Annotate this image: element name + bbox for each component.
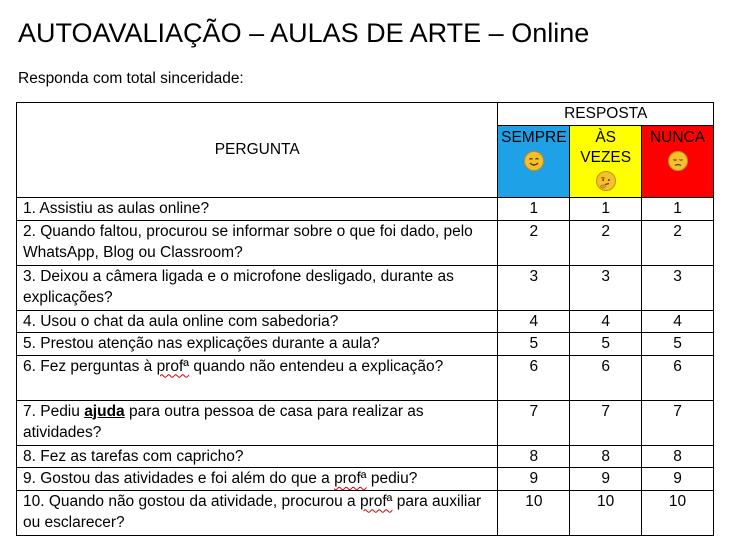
option-sempre-label: SEMPRE — [501, 128, 567, 146]
answer-sempre-1: 1 — [498, 198, 570, 221]
answer-asvezes-9: 9 — [570, 468, 642, 491]
option-nunca-header — [642, 125, 714, 198]
question-4: 4. Usou o chat da aula online com sabedoria? — [17, 310, 498, 333]
question-8: 8. Fez as tarefas com capricho? — [17, 445, 498, 468]
answer-sempre-6: 6 — [498, 355, 570, 400]
answer-asvezes-6: 6 — [570, 355, 642, 400]
table-row — [17, 198, 714, 221]
question-10-part-2: para auxiliar ou esclarecer? — [23, 492, 482, 531]
answer-asvezes-7: 7 — [570, 400, 642, 445]
answer-nunca-2: 2 — [642, 220, 714, 265]
answer-nunca-1: 1 — [642, 198, 714, 221]
question-1: 1. Assistiu as aulas online? — [17, 198, 498, 221]
table-row — [17, 445, 714, 468]
table-row — [17, 490, 714, 535]
question-7-part-1: 7. Pediu — [23, 402, 85, 420]
thinking-face-icon — [596, 171, 616, 191]
question-2: 2. Quando faltou, procurou se informar sobre o que foi dado, pelo WhatsApp, Blog ou Classroom? — [17, 220, 498, 265]
answer-nunca-10: 10 — [642, 490, 714, 535]
answer-nunca-5: 5 — [642, 333, 714, 356]
question-9 — [17, 468, 498, 491]
document-title: AUTOAVALIAÇÃO – AULAS DE ARTE – Online — [18, 18, 590, 48]
question-10-part-1: 10. Quando não gostou da atividade, procurou a — [23, 492, 360, 510]
answer-nunca-9: 9 — [642, 468, 714, 491]
option-asvezes-label: ÀS VEZES — [580, 128, 632, 166]
question-9-spellcheck-word: profª — [334, 470, 367, 487]
answer-sempre-7: 7 — [498, 400, 570, 445]
answer-sempre-4: 4 — [498, 310, 570, 333]
answer-asvezes-4: 4 — [570, 310, 642, 333]
answer-sempre-3: 3 — [498, 265, 570, 310]
answer-nunca-6: 6 — [642, 355, 714, 400]
answer-asvezes-1: 1 — [570, 198, 642, 221]
header-resposta: RESPOSTA — [498, 103, 714, 126]
answer-asvezes-10: 10 — [570, 490, 642, 535]
header-row — [17, 103, 714, 126]
answer-nunca-3: 3 — [642, 265, 714, 310]
answer-nunca-4: 4 — [642, 310, 714, 333]
table-row — [17, 220, 714, 265]
question-6-spellcheck-word: profª — [156, 357, 190, 375]
question-10-spellcheck-word: profª — [359, 492, 393, 510]
option-nunca-label: NUNCA — [649, 128, 706, 146]
question-3: 3. Deixou a câmera ligada e o microfone desligado, durante as explicações? — [17, 265, 498, 310]
question-9-part-1: 9. Gostou das atividades e foi além do que a — [23, 470, 335, 487]
table-row — [17, 265, 714, 310]
answer-sempre-9: 9 — [498, 468, 570, 491]
header-pergunta: PERGUNTA — [17, 103, 498, 198]
self-assessment-table — [16, 102, 714, 536]
question-7-part-2: para outra pessoa de casa para realizar as atividades? — [23, 402, 424, 441]
table-row — [17, 310, 714, 333]
answer-nunca-7: 7 — [642, 400, 714, 445]
question-6-part-2: quando não entendeu a explicação? — [189, 357, 444, 375]
question-6-part-1: 6. Fez perguntas à — [23, 357, 157, 375]
question-7 — [17, 400, 498, 445]
smiling-face-icon — [524, 151, 544, 171]
option-asvezes-header — [570, 125, 642, 198]
answer-sempre-8: 8 — [498, 445, 570, 468]
table-row — [17, 355, 714, 400]
answer-nunca-8: 8 — [642, 445, 714, 468]
answer-sempre-2: 2 — [498, 220, 570, 265]
answer-asvezes-5: 5 — [570, 333, 642, 356]
table-row — [17, 333, 714, 356]
question-10 — [17, 490, 498, 535]
answer-asvezes-8: 8 — [570, 445, 642, 468]
sad-face-icon — [668, 151, 688, 171]
question-9-part-2: pediu? — [366, 470, 418, 487]
answer-asvezes-2: 2 — [570, 220, 642, 265]
answer-sempre-5: 5 — [498, 333, 570, 356]
answer-asvezes-3: 3 — [570, 265, 642, 310]
instructions-text: Responda com total sinceridade: — [18, 70, 244, 87]
question-7-emphasis-word: ajuda — [84, 402, 125, 420]
table-row — [17, 468, 714, 491]
option-sempre-header — [498, 125, 570, 198]
answer-sempre-10: 10 — [498, 490, 570, 535]
question-5: 5. Prestou atenção nas explicações durante a aula? — [17, 333, 498, 356]
table-row — [17, 400, 714, 445]
question-6 — [17, 355, 498, 400]
